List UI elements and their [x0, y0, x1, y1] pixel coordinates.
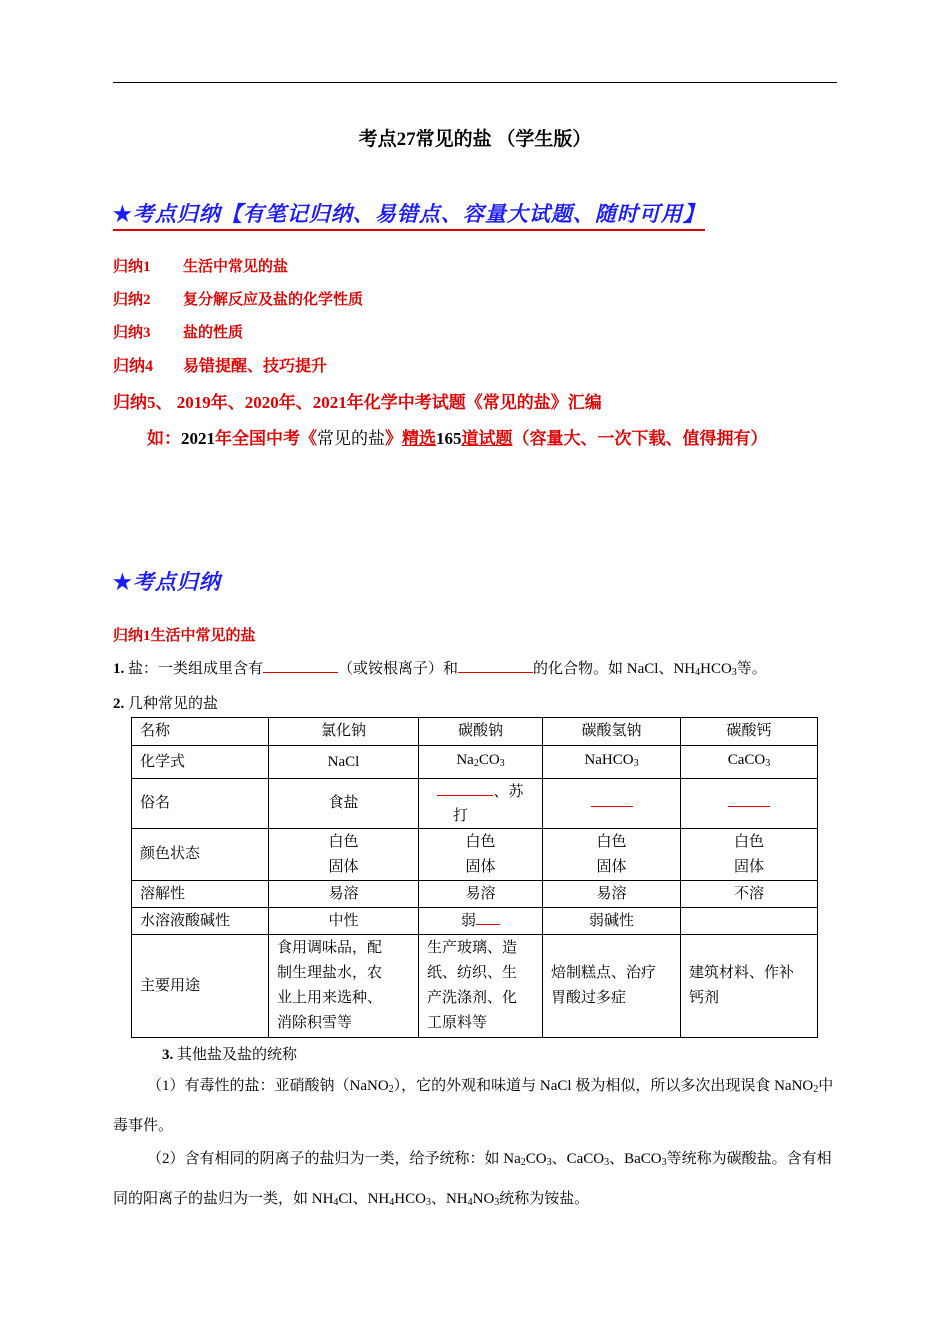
- salts-table: [131, 717, 818, 1038]
- summary-banner: [113, 198, 705, 231]
- table-row: 主要用途 食用调味品，配 制生理盐水，农 业上用来选种、 消除积雪等 生产玻璃、造 纸、纺织、生 产洗涤剂、化 工原料等 焙制糕点、治疗 胃酸过多症 建筑材料、作补 钙剂: [132, 935, 818, 1038]
- item-1: 1. 盐：一类组成里含有 （或铵根离子）和 的化合物。如 NaCl、$NH_4HCO_3$等。: [113, 657, 767, 678]
- toc-item-2: 归纳2 复分解反应及盐的化学性质: [113, 292, 364, 308]
- table-row: 颜色状态 白色 固体 白色 固体 白色 固体 白色 固体: [132, 829, 818, 881]
- download-note: 如：2021年全国中考《常见的盐》精选165道试题（容量大、一次下载、值得拥有）: [147, 429, 768, 448]
- toc-item-1: 归纳1 生活中常见的盐: [113, 259, 289, 275]
- paragraph-toxic-salt: （1）有毒性的盐：亚硝酸钠（NaNO$_2$），它的外观和味道与 NaCl 极为相似，所以多次出现误食 NaNO$_2$中毒事件。: [113, 1078, 834, 1134]
- answer-blank[interactable]: [437, 781, 493, 796]
- toc-item-4: 归纳4 易错提醒、技巧提升: [113, 358, 328, 375]
- paragraph-salt-classes: （2）含有相同的阴离子的盐归为一类，给予统称：如 $Na_2CO_3$、CaCO$_3$、BaCO$_3$等统称为碳酸盐。含有相同的阳离子的盐归为一类，如 $NH_4Cl$、$NH_4HCO_3$、$NH_4NO_3$统称为铵盐。: [113, 1151, 832, 1208]
- table-row: 水溶液酸碱性 中性 弱 弱碱性: [132, 908, 818, 935]
- answer-blank[interactable]: [728, 792, 770, 807]
- star-icon: ★: [113, 202, 133, 226]
- item-2: 2. 几种常见的盐: [113, 696, 219, 712]
- table-row: 名称 氯化钠 碳酸钠 碳酸氢钠 碳酸钙: [132, 718, 818, 746]
- table-row: 俗名 食盐 、苏 打: [132, 779, 818, 829]
- answer-blank[interactable]: [591, 792, 633, 807]
- answer-blank[interactable]: [476, 910, 500, 925]
- toc-item-5: 归纳5、 2019年、2020年、2021年化学中考试题《常见的盐》汇编: [113, 393, 602, 412]
- toc-item-3: 归纳3 盐的性质: [113, 325, 244, 341]
- table-row: 化学式 NaCl $Na_2CO_3$ NaHCO$_3$ CaCO$_3$: [132, 746, 818, 779]
- note-link-questions[interactable]: 道试题: [461, 429, 513, 448]
- page-title: 考点27常见的盐 （学生版）: [358, 129, 592, 150]
- subsection-heading: 归纳1生活中常见的盐: [113, 628, 256, 644]
- item-3: 3. 其他盐及盐的统称: [162, 1047, 298, 1063]
- answer-blank[interactable]: [458, 658, 533, 673]
- table-row: 溶解性 易溶 易溶 易溶 不溶: [132, 881, 818, 908]
- section-heading: ★考点归纳: [113, 570, 221, 594]
- note-link-select[interactable]: 精选: [402, 429, 436, 448]
- star-icon: ★: [113, 570, 133, 594]
- banner-text: 考点归纳【有笔记归纳、易错点、容量大试题、随时可用】: [132, 202, 705, 226]
- header-rule: [113, 82, 837, 83]
- answer-blank[interactable]: [263, 658, 338, 673]
